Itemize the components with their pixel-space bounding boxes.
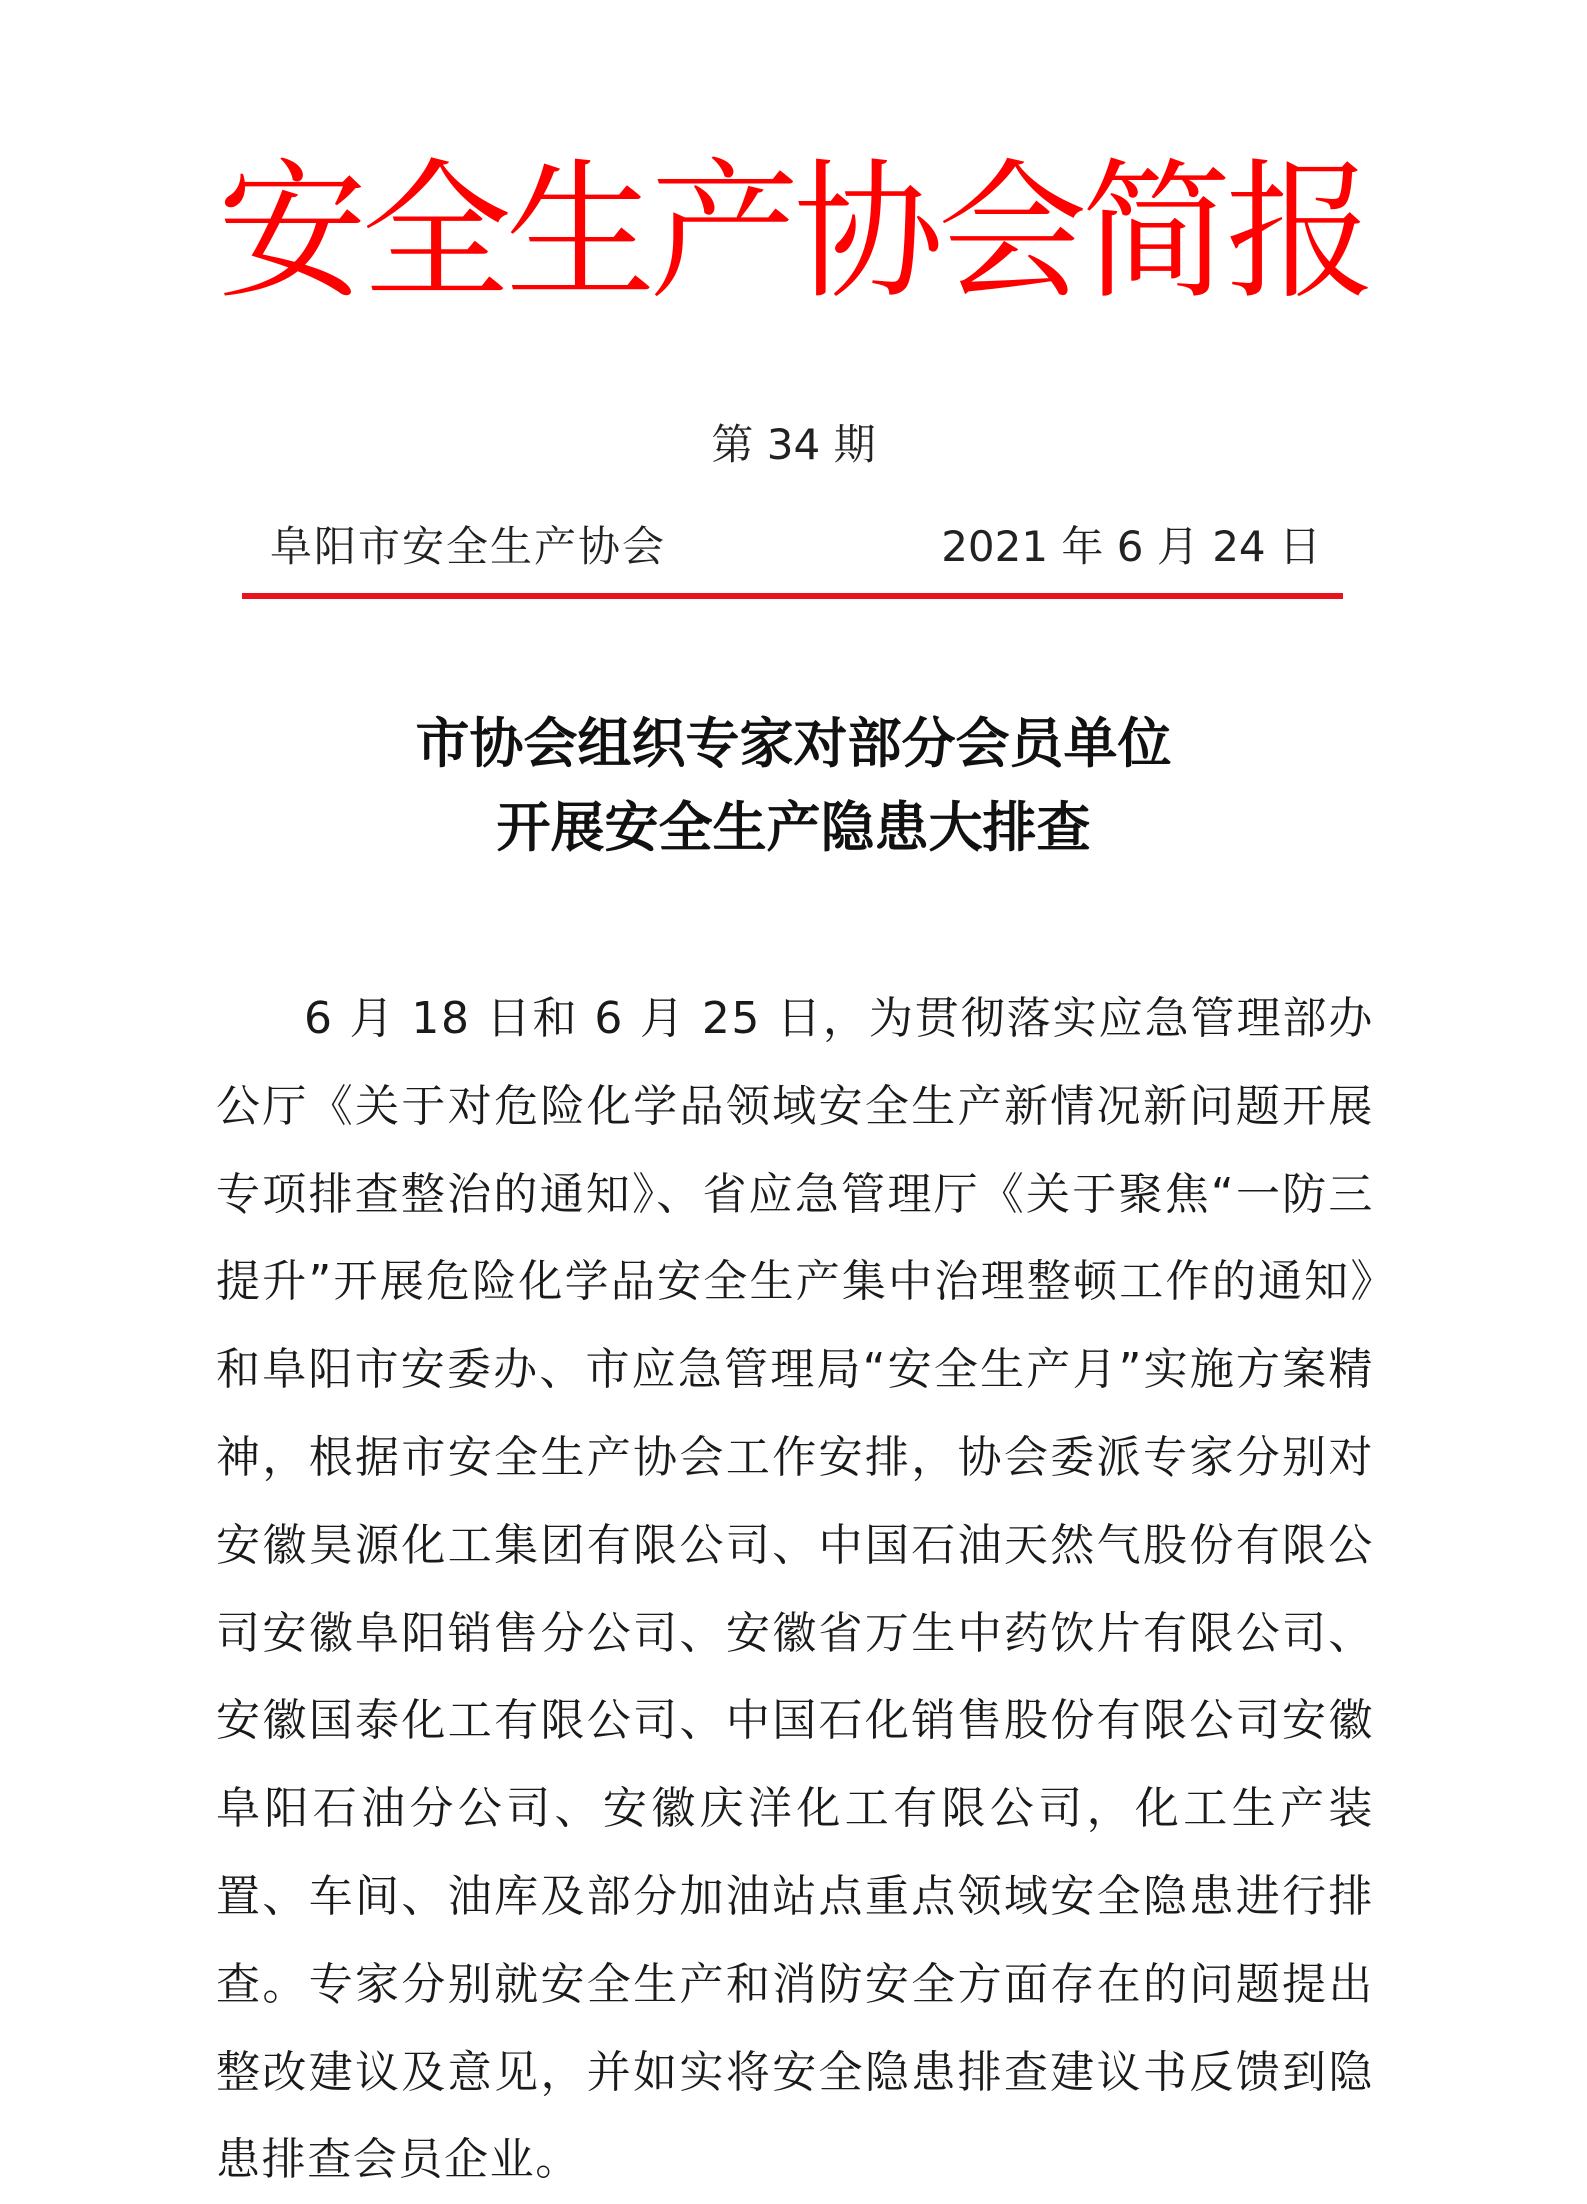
article-body: 6 月 18 日和 6 月 25 日，为贯彻落实应急管理部办公厅《关于对危险化学品领域安全生产新情况新问题开展专项排查整治的通知》、省应急管理厅《关于聚焦“一防三提升”开展危险化学品安全生产集中治理整顿工作的通知》和阜阳市安委办、市应急管理局“安全生产月”实施方案精神，根据市安全生产协会工作安排，协会委派专家分别对安徽昊源化工集团有限公司、中国石油天然气股份有限公司安徽阜阳销售分公司、安徽省万生中药饮片有限公司、安徽国泰化工有限公司、中国石化销售股份有限公司安徽阜阳石油分公司、安徽庆洋化工有限公司，化工生产装置、车间、油库及部分加油站点重点领域安全隐患进行排查。专家分别就安全生产和消防安全方面存在的问题提出整改建议及意见，并如实将安全隐患排查建议书反馈到隐患排查会员企业。 (216, 993, 1374, 2186)
article-headline (0, 702, 1587, 870)
issue-date: 2021 年 6 月 24 日 (941, 522, 1321, 571)
article-title-line-1: 市协会组织专家对部分会员单位 (415, 712, 1172, 775)
red-divider-rule (242, 593, 1343, 599)
masthead-title: 安全生产协会简报 (217, 146, 1370, 320)
issuer-name: 阜阳市安全生产协会 (270, 522, 667, 571)
issue-number: 第 34 期 (711, 420, 876, 469)
article-title-line-2: 开展安全生产隐患大排查 (496, 796, 1091, 859)
